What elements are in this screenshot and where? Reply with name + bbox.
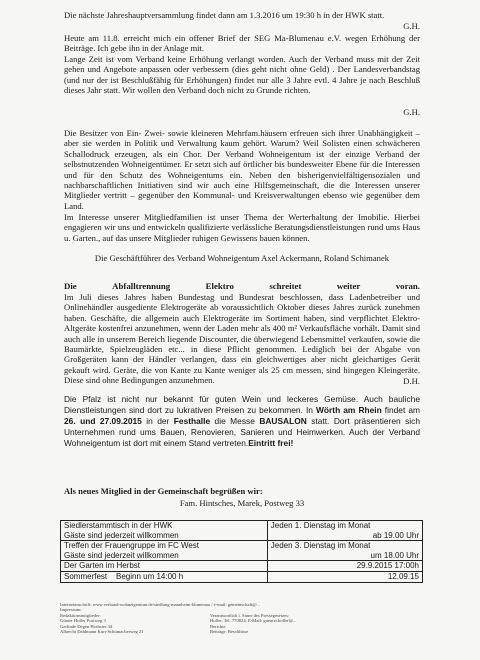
impressum-columns: [60, 613, 440, 635]
para-fee-increase: Lange Zeit ist vom Verband keine Erhöhung verlangt worden. Auch der Verband muss mit der Zeit gehen und Angebote anpassen oder verbessern (dies geht nicht ohne Geld) . Der Landesverbandstag (und nur der ist Beschlußfähig für Erhöhungen) findet nur alle 3 Jahre evtl. 4 Jahre je nach Beschluß dieses Jahr statt. Wir wollen den Verband doch nicht zu Grunde richten.: [64, 54, 420, 96]
signature-gh-2: G.H.: [403, 107, 420, 117]
para-annual-meeting: Die nächste Jahreshauptversammlung findet dann am 1.3.2016 um 19:30 h in der HWK statt.: [64, 10, 385, 20]
impressum-title: Impressum:: [60, 607, 82, 613]
impressum-editor: Gerlinde Degen Horbster 34: [60, 623, 113, 629]
events-table: [60, 520, 423, 583]
event-time: 29.9.2015 17:00h: [267, 561, 422, 572]
impressum-resp: Beiträge, Beschlüsse: [210, 629, 249, 635]
table-row: [61, 561, 423, 572]
heading-electronics-waste: [64, 281, 420, 291]
bausalon-date: 26. und 27.09.2015: [64, 416, 142, 426]
impressum-responsible: [210, 613, 360, 635]
impressum-editor: Günter Holler Postweg 3: [60, 618, 106, 624]
bausalon-text: statt. Dort präsentieren sich Unternehmen rund ums Bauen, Renovieren, Sanieren und Heimwerken. Auch der Verband Wohneigentum ist dort mit einem Stand vertreten.: [64, 416, 421, 448]
impressum: [60, 602, 440, 634]
impressum-internet: Internetanschrift: www.verband-wohneigentum.de/siedlung-mannheim-blumenau / e-mail: gemeinschaft@...: [60, 602, 260, 607]
heading-word: Die: [64, 281, 77, 291]
impressum-resp: Verantwortlich i. Sinne des Pressegesetzes:: [210, 612, 290, 618]
table-row: [61, 571, 423, 582]
impressum-editors-label: Redaktionsmitglieder:: [60, 612, 101, 618]
event-name: Treffen der Frauengruppe im FC West Gäste sind jederzeit willkommen: [61, 541, 268, 561]
event-time: Jeden 3. Dienstag im Monat um 18.00 Uhr: [267, 541, 422, 561]
signature-managers: Die Geschäftführer des Verband Wohneigentum Axel Ackermann, Roland Schimanek: [94, 253, 390, 263]
bausalon-name: BAUSALON: [259, 416, 307, 426]
bausalon-venue: Festhalle: [173, 416, 211, 426]
new-member-title: Als neues Mitglied in der Gemeinschaft begrüßen wir:: [64, 486, 263, 496]
bausalon-text: die Messe: [210, 416, 260, 426]
bausalon-free-entry: Eintritt frei!: [248, 438, 294, 448]
para-electronics: Im Juli dieses Jahres haben Bundestag und Bundesrat beschlossen, dass Ladenbetreiber und Onlinehändler ausgediente Elektrogeräte ab voraussichtlich Oktober dieses Jahres zurück zunehmen haben. Geschäfte, die allgemein auch Elektrogeräte im Sortiment haben, sind verpflichtet Elektro-Altgeräte kostenfrei anzunehmen, wenn der Laden mehr als 400 m² Verkaufsfläche vorhält. Damit sind auch alle in unserem Bereich liegende Discounter, die überwiegend Lebensmittel verkaufen, sowie die Baumärkte, Spielzeugläden etc... in diese Pflicht genommen. Lediglich bei der Abgabe von Großgeräten kann der Händler verlangen, dass ein gleichwertiges aber nicht gleichartiges Gerät gekauft wird. Geräte, die von Kante zu Kante weniger als 25 cm messen, sind hingegen Kleingeräte. Diese sind ohne Bedingungen anzunehmen.: [64, 292, 420, 386]
heading-word: schreitet: [269, 281, 302, 291]
event-time: Jeden 1. Dienstag im Monat ab 19.00 Uhr: [267, 521, 422, 541]
para-bausalon: [64, 394, 420, 449]
signature-gh-1: G.H.: [403, 21, 420, 31]
new-member-name: Fam. Hintsches, Marek, Postweg 33: [179, 498, 305, 508]
table-row: [61, 521, 423, 541]
table-row: [61, 541, 423, 561]
impressum-editors: [60, 613, 210, 635]
heading-word: Elektro: [205, 281, 234, 291]
bausalon-location: Wörth am Rhein: [316, 405, 382, 415]
bausalon-text: Die Pfalz ist nicht nur bekannt für guten Wein und leckeres Gemüse. Auch bauliche Dienstleistungen sind dort zu lukrativen Preisen zu bekommen. In: [64, 394, 420, 415]
heading-word: voran.: [395, 281, 420, 291]
para-association: Die Besitzer von Ein- Zwei- sowie kleineren Mehrfam.häusern erfreuen sich ihrer Unabhängigkeit – aber sie werden in Politik und Verwaltung kaum gehört. Warum? Weil Solisten einen schwächeren Schallodruck erzeugen, als ein Chor. Der Verband Wohneigentum ist der einzige Verband der selbstnutzenden Wohneigentümer. Er setzt sich auf örtlicher bis bundesweiter Ebene für die Interessen und für den Schutz des Wohneigentums ein. Neben den bisherigenvielfältigensozialen und nachbarschaftlichen Initiativen sind wir auch eine Hilfsgemeinschaft, die die Interessen unserer Mitglieder vertritt – gegenüber den Kommunal- und Kreisverwaltungen ebenso wie gegenüber dem Land.: [64, 128, 420, 211]
bausalon-text: findet am: [381, 405, 420, 415]
para-interest: Im Interesse unserer Mitgliedfamilien ist unser Thema der Werterhaltung der Imobilie. Hierbei engagieren wir uns und entwickeln qualifizierte verlässliche Beratungsdienstleistungen rund ums Haus u. Garten., auf das unsere Mitglieder ruhigen Gewissens bauen können.: [64, 212, 420, 243]
heading-word: Abfalltrennung: [112, 281, 171, 291]
bausalon-text: in der: [141, 416, 174, 426]
event-name: Der Garten im Herbst: [61, 561, 268, 572]
event-time: 12.09.15: [267, 571, 422, 582]
heading-word: weiter: [336, 281, 361, 291]
impressum-resp: Berichte: [210, 623, 226, 629]
signature-dh: D.H.: [403, 376, 420, 386]
impressum-resp: Holler, Tel. 770824, E-Mail: guenter.holler@...: [210, 618, 297, 624]
impressum-editor: Albrecht Dahlmann Kurt-Schumacherweg 21: [60, 629, 144, 635]
event-name: Sommerfest Beginn um 14:00 h: [61, 571, 268, 582]
event-name: Siedlerstammtisch in der HWK Gäste sind jederzeit willkommen: [61, 521, 268, 541]
para-open-letter: Heute am 11.8. erreicht mich ein offener Brief der SEG Ma-Blumenau e.V. wegen Erhöhung der Beiträge. Ich gebe ihn in der Anlage mit.: [64, 33, 420, 54]
